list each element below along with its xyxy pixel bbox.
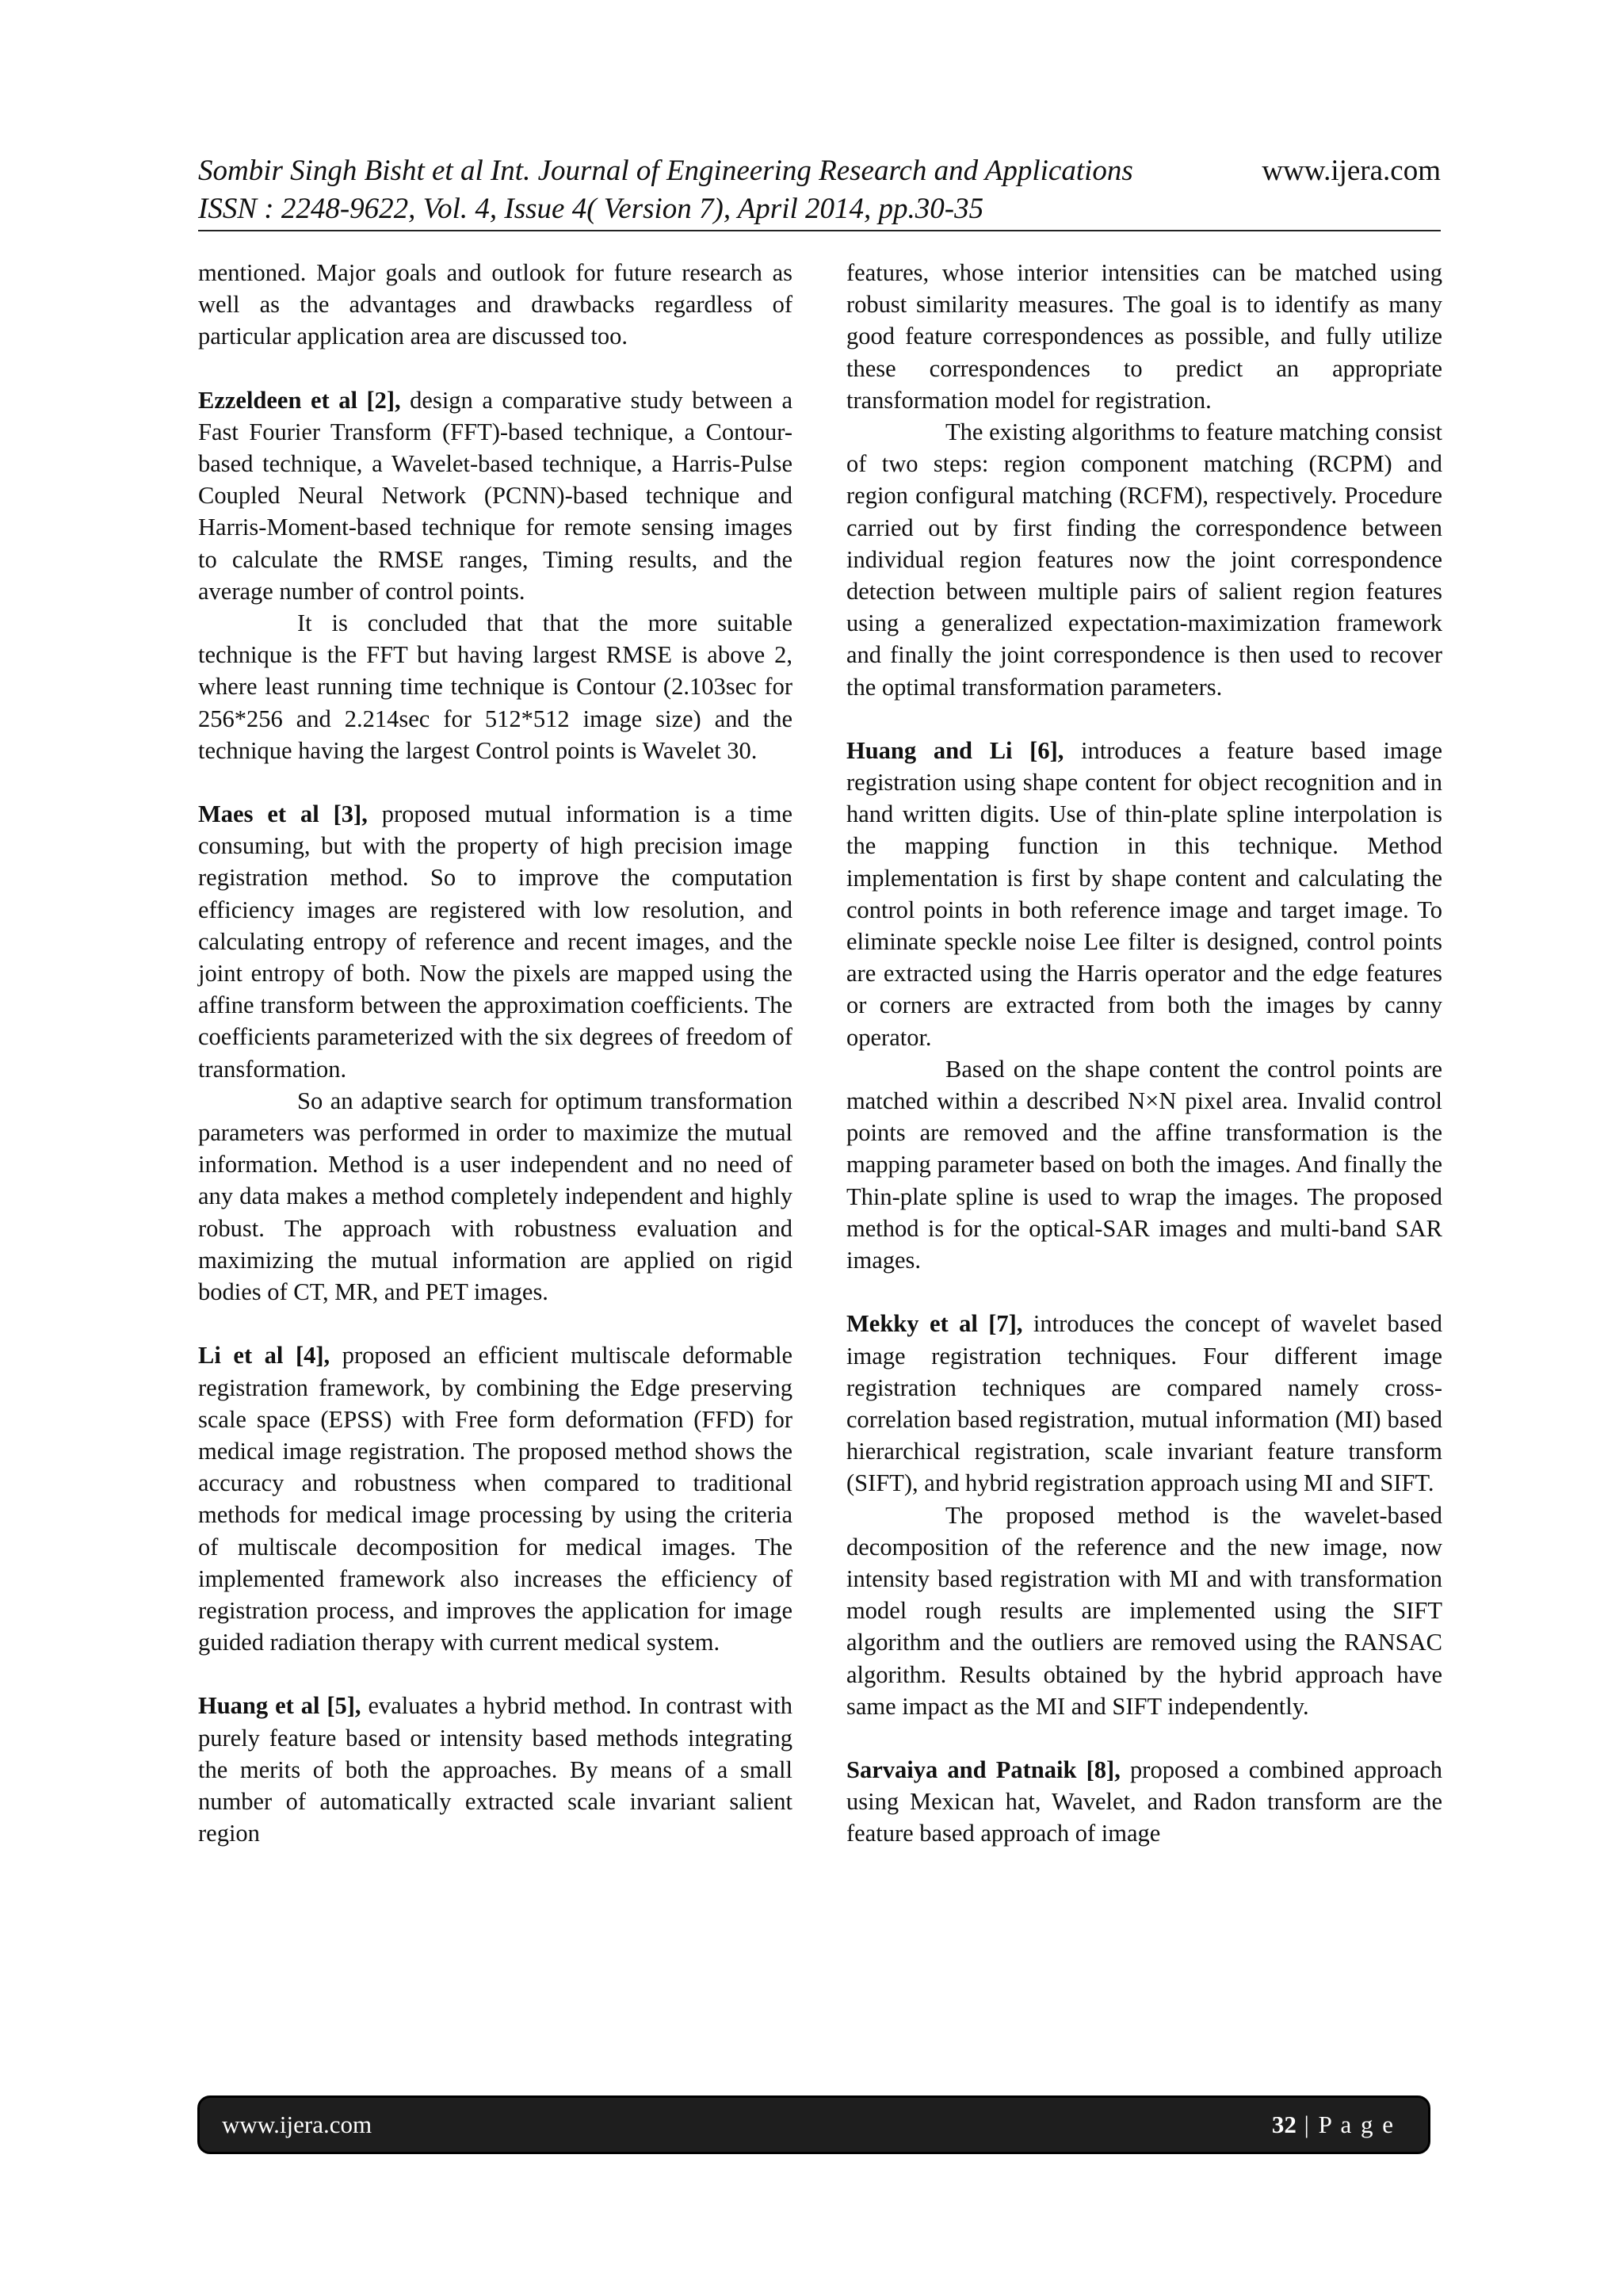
paragraph-body: proposed an efficient multiscale deformable registration framework, by combining the Edge preserving scale space (EPSS) with Free form deformation (FFD) for medical image registration. The proposed method shows the accuracy and robustness when compared to traditional methods for medical image processing by using the criteria of multiscale decomposition for medical images. The implemented framework also increases the efficiency of registration process, and improves the application for image guided radiation therapy with current medical system. — [198, 1342, 792, 1656]
header-rule — [198, 230, 1441, 231]
right-column — [846, 257, 1442, 1850]
paragraph — [198, 798, 792, 1085]
journal-website: www.ijera.com — [1262, 155, 1441, 187]
reference-lead: Ezzeldeen et al [2], — [198, 386, 401, 414]
paragraph-body: design a comparative study between a Fast Fourier Transform (FFT)-based technique, a Contour-based technique, a Wavelet-based technique, a Harris-Pulse Coupled Neural Network (PCNN)-based technique and Harris-Moment-based technique for remote sensing images to calculate the RMSE ranges, Timing results, and the average number of control points. — [198, 386, 792, 605]
journal-citation: Sombir Singh Bisht et al Int. Journal of Engineering Research and Applications — [198, 155, 1133, 187]
paragraph — [198, 384, 792, 607]
reference-lead: Huang and Li [6], — [846, 736, 1064, 764]
paragraph-body: proposed mutual information is a time consuming, but with the property of high precision image registration method. So to improve the computation efficiency images are registered with low resolution, and calculating entropy of reference and recent images, and the joint entropy of both. Now the pixels are mapped using the affine transform between the approximation coefficients. The coefficients parameterized with the six degrees of freedom of transformation. — [198, 800, 792, 1083]
page-number: 32 — [1271, 2111, 1296, 2138]
paragraph-body: introduces the concept of wavelet based image registration techniques. Four different image registration techniques are compared namely cross-correlation based registration, mutual information (MI) based hierarchical registration, scale invariant feature transform (SIFT), and hybrid registration approach using MI and SIFT. — [846, 1310, 1442, 1497]
page-indicator — [1272, 2098, 1395, 2152]
paragraph: So an adaptive search for optimum transformation parameters was performed in order to maximize the mutual information. Method is a user independent and no need of any data makes a method completely independent and highly robust. The approach with robustness evaluation and maximizing the mutual information are applied on rigid bodies of CT, MR, and PET images. — [198, 1087, 792, 1306]
running-header — [198, 152, 1441, 228]
left-column — [198, 257, 792, 1849]
issn-line: ISSN : 2248-9622, Vol. 4, Issue 4( Version 7), April 2014, pp.30-35 — [198, 193, 984, 225]
paragraph — [198, 1690, 792, 1849]
paragraph: features, whose interior intensities can be matched using robust similarity measures. The goal is to identify as many good feature correspondences as possible, and fully utilize these correspondences to predict an appropriate transformation model for registration. — [846, 259, 1442, 414]
paragraph-body: evaluates a hybrid method. In contrast with purely feature based or intensity based methods integrating the merits of both the approaches. By means of a small number of automatically extracted scale invariant salient region — [198, 1692, 792, 1847]
paragraph: The existing algorithms to feature matching consist of two steps: region component matching (RCPM) and region configural matching (RCFM), respectively. Procedure carried out by first finding the correspondence between individual region features now the joint correspondence detection between multiple pairs of salient region features using a generalized expectation-maximization framework and finally the joint correspondence is then used to recover the optimal transformation parameters. — [846, 418, 1442, 701]
paragraph — [846, 735, 1442, 1053]
paragraph: mentioned. Major goals and outlook for future research as well as the advantages and drawbacks regardless of particular application area are discussed too. — [198, 259, 792, 350]
paragraph: Based on the shape content the control points are matched within a described N×N pixel area. Invalid control points are removed and the affine transformation is the mapping parameter based on both the images. And finally the Thin-plate spline is used to wrap the images. The proposed method is for the optical-SAR images and multi-band SAR images. — [846, 1055, 1442, 1274]
paragraph: It is concluded that that the more suitable technique is the FFT but having largest RMSE is above 2, where least running time technique is Contour (2.103sec for 256*256 and 2.214sec for 512*512 image size) and the technique having the largest Control points is Wavelet 30. — [198, 609, 792, 764]
paragraph — [198, 1339, 792, 1658]
paragraph: The proposed method is the wavelet-based decomposition of the reference and the new image, now intensity based registration with MI and with transformation model rough results are implemented using the SIFT algorithm and the outliers are removed using the RANSAC algorithm. Results obtained by the hybrid approach have same impact as the MI and SIFT independently. — [846, 1501, 1442, 1720]
reference-lead: Huang et al [5], — [198, 1692, 361, 1720]
paragraph — [846, 1754, 1442, 1850]
reference-lead: Mekky et al [7], — [846, 1310, 1023, 1338]
reference-lead: Li et al [4], — [198, 1342, 330, 1370]
paragraph-body: proposed a combined approach using Mexican hat, Wavelet, and Radon transform are the feature based approach of image — [846, 1755, 1442, 1847]
paragraph-body: introduces a feature based image registration using shape content for object recognition and in hand written digits. Use of thin-plate spline interpolation is the mapping function in this technique. Method implementation is first by shape content and calculating the control points in both reference image and target image. To eliminate speckle noise Lee filter is designed, control points are extracted using the Harris operator and the edge features or corners are extracted from both the images by canny operator. — [846, 736, 1442, 1051]
paragraph — [846, 1308, 1442, 1499]
page-label: | P a g e — [1296, 2111, 1395, 2138]
reference-lead: Maes et al [3], — [198, 800, 368, 828]
footer-bar — [197, 2095, 1430, 2154]
footer-website: www.ijera.com — [222, 2111, 372, 2138]
reference-lead: Sarvaiya and Patnaik [8], — [846, 1755, 1121, 1783]
